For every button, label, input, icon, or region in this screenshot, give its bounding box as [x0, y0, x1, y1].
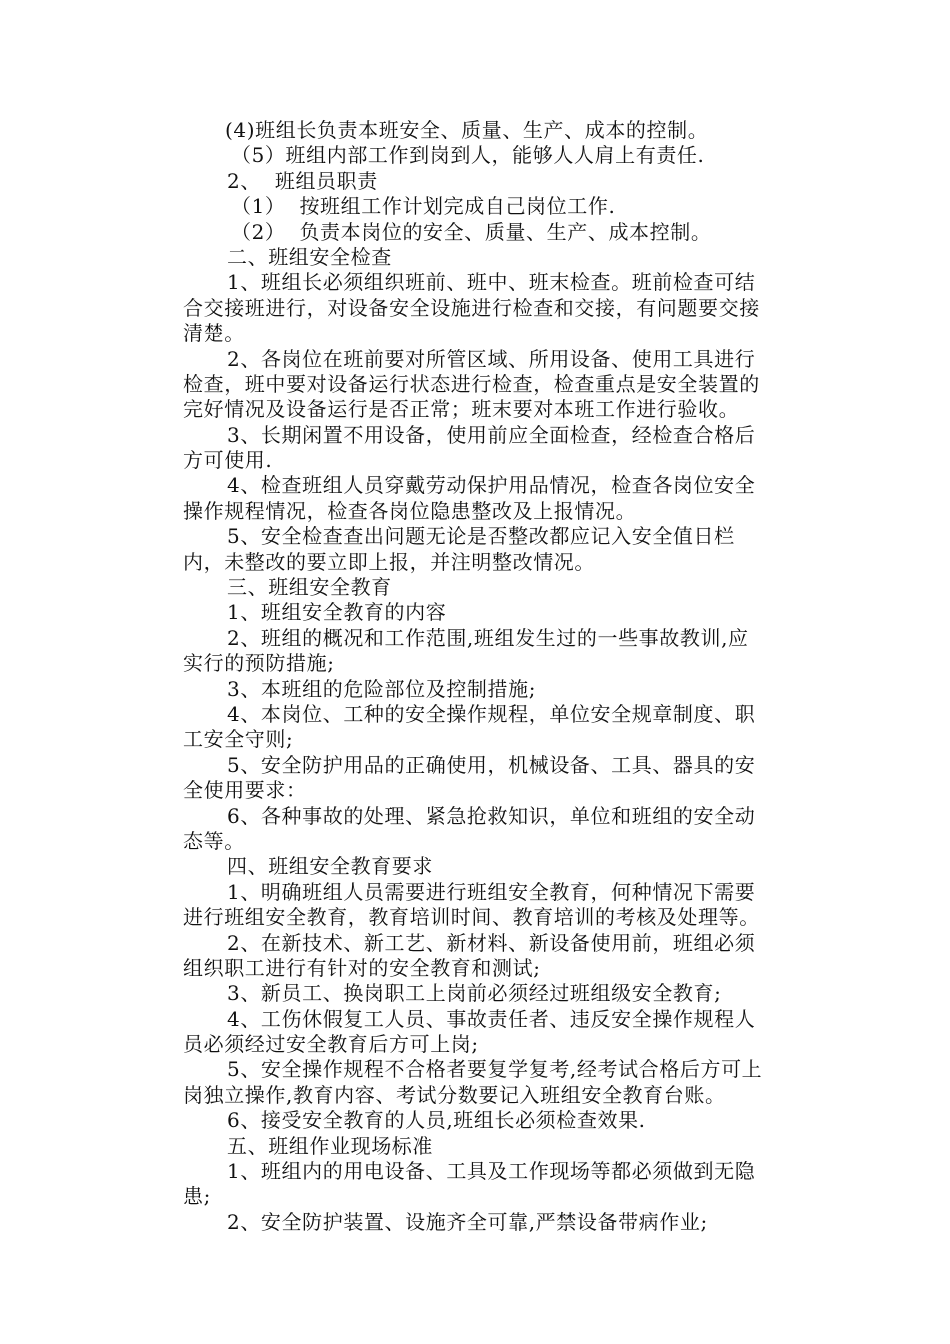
- text-line: 三、班组安全教育: [227, 575, 392, 600]
- text-line: 1、明确班组人员需要进行班组安全教育，何种情况下需要: [227, 879, 756, 904]
- text-line: 6、各种事故的处理、紧急抢救知识，单位和班组的安全动: [227, 803, 756, 828]
- text-line: 4、本岗位、工种的安全操作规程，单位安全规章制度、职: [227, 701, 756, 726]
- text-line: 四、班组安全教育要求: [227, 854, 433, 879]
- text-line: 二、班组安全检查: [227, 244, 392, 269]
- text-line: 6、接受安全教育的人员,班组长必须检查效果.: [227, 1108, 646, 1133]
- text-line: 1、班组内的用电设备、工具及工作现场等都必须做到无隐: [227, 1159, 756, 1184]
- text-line: 5、安全检查查出问题无论是否整改都应记入安全值日栏: [227, 524, 735, 549]
- text-line: 态等。: [183, 828, 245, 853]
- text-line: （5）班组内部工作到岗到人，能够人人肩上有责任.: [231, 143, 705, 168]
- text-line: 1、班组长必须组织班前、班中、班末检查。班前检查可结: [227, 270, 756, 295]
- text-line: 患;: [183, 1184, 211, 1209]
- text-line: 内，未整改的要立即上报，并注明整改情况。: [183, 549, 595, 574]
- text-line: 清楚。: [183, 321, 245, 346]
- text-line: 5、安全操作规程不合格者要复学复考,经考试合格后方可上: [227, 1057, 763, 1082]
- text-line: 工安全守则;: [183, 727, 294, 752]
- text-line: 4、工伤休假复工人员、事故责任者、违反安全操作规程人: [227, 1006, 756, 1031]
- text-line: 2、各岗位在班前要对所管区域、所用设备、使用工具进行: [227, 346, 756, 371]
- text-line: 2、 班组员职责: [227, 168, 378, 193]
- text-line: 五、班组作业现场标准: [227, 1133, 433, 1158]
- text-line: 岗独立操作,教育内容、考试分数要记入班组安全教育台账。: [183, 1082, 726, 1107]
- text-line: （1） 按班组工作计划完成自己岗位工作.: [231, 194, 616, 219]
- text-line: (4)班组长负责本班安全、质量、生产、成本的控制。: [225, 118, 709, 142]
- text-line: 操作规程情况，检查各岗位隐患整改及上报情况。: [183, 498, 637, 523]
- text-line: 3、本班组的危险部位及控制措施;: [227, 676, 537, 701]
- text-line: 全使用要求：: [183, 778, 307, 803]
- text-line: 2、班组的概况和工作范围,班组发生过的一些事故教训,应: [227, 625, 749, 650]
- text-line: 员必须经过安全教育后方可上岗;: [183, 1032, 479, 1057]
- text-line: 4、检查班组人员穿戴劳动保护用品情况，检查各岗位安全: [227, 473, 756, 498]
- text-line: 1、班组安全教育的内容: [227, 600, 447, 625]
- text-line: （2） 负责本岗位的安全、质量、生产、成本控制。: [231, 219, 712, 244]
- text-line: 实行的预防措施;: [183, 651, 335, 676]
- text-line: 进行班组安全教育，教育培训时间、教育培训的考核及处理等。: [183, 905, 760, 930]
- text-line: 方可使用.: [183, 448, 273, 473]
- document-body: [183, 118, 815, 1235]
- text-line: 5、安全防护用品的正确使用，机械设备、工具、器具的安: [227, 752, 756, 777]
- text-line: 组织职工进行有针对的安全教育和测试;: [183, 955, 541, 980]
- text-line: 完好情况及设备运行是否正常；班末要对本班工作进行验收。: [183, 397, 740, 422]
- text-line: 合交接班进行，对设备安全设施进行检查和交接，有问题要交接: [183, 295, 760, 320]
- text-line: 2、在新技术、新工艺、新材料、新设备使用前，班组必须: [227, 930, 756, 955]
- text-line: 3、长期闲置不用设备，使用前应全面检查，经检查合格后: [227, 422, 756, 447]
- text-line: 检查，班中要对设备运行状态进行检查，检查重点是安全装置的: [183, 371, 760, 396]
- text-line: 2、安全防护装置、设施齐全可靠,严禁设备带病作业;: [227, 1209, 708, 1234]
- text-line: 3、新员工、换岗职工上岗前必须经过班组级安全教育;: [227, 981, 722, 1006]
